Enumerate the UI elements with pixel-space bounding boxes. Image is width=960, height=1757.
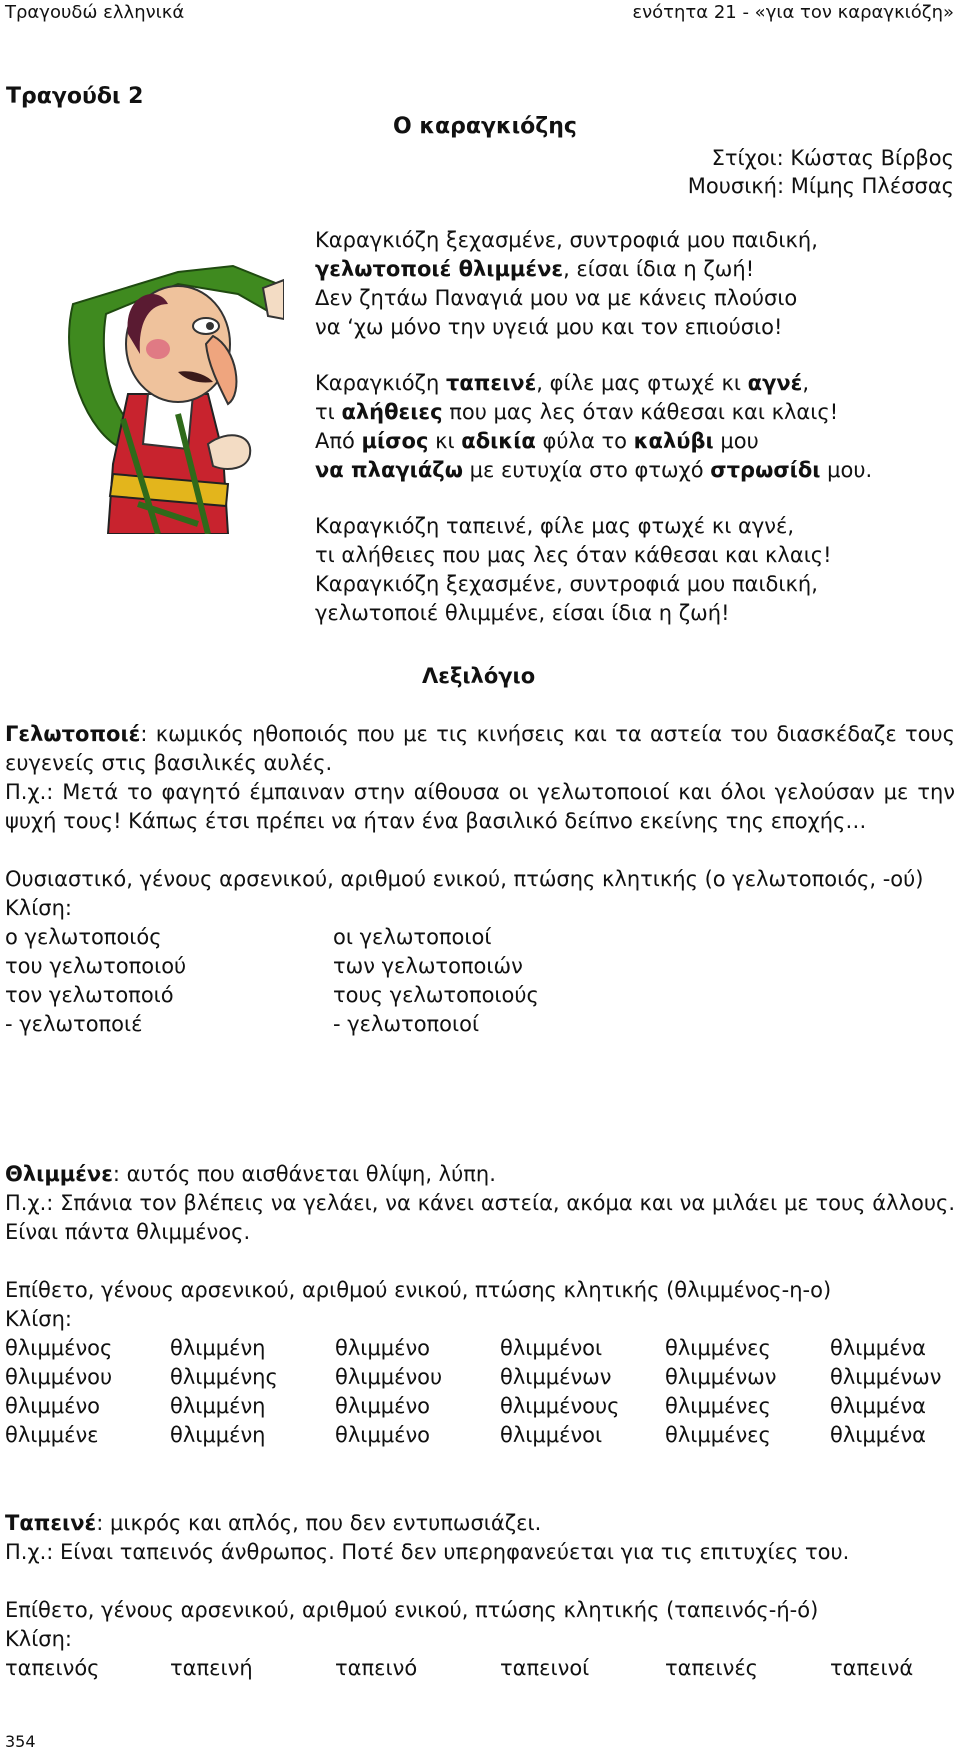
declension-label: Κλίση:: [5, 1307, 72, 1331]
declension-cell: θλιμμένες: [665, 1423, 771, 1447]
song-label: Τραγούδι 2: [6, 84, 144, 109]
declension-cell: θλιμμένα: [830, 1423, 927, 1447]
lyricist: Στίχοι: Κώστας Βίρβος: [711, 146, 954, 170]
declension-cell: θλιμμένων: [665, 1365, 777, 1389]
declension-table: [5, 923, 955, 1039]
declension-cell: ο γελωτοποιός: [5, 925, 162, 949]
vocab-entry-tapeine: [5, 1509, 955, 1683]
vocabulary-title: Λεξιλόγιο: [422, 664, 536, 688]
vocab-highlight: αγνέ: [747, 371, 803, 395]
song-title: Ο καραγκιόζης: [393, 114, 577, 139]
declension-cell: θλιμμένη: [170, 1423, 266, 1447]
stanza-2: [315, 369, 872, 485]
declension-cell: θλιμμένα: [830, 1394, 927, 1418]
declension-cell: θλιμμένων: [500, 1365, 612, 1389]
lyric-line: Καραγκιόζη ξεχασμένε, συντροφιά μου παιδική,: [315, 572, 818, 596]
declension-cell: θλιμμένο: [335, 1336, 431, 1360]
song-lyrics: [315, 226, 872, 655]
header-unit-title: ενότητα 21 - «για τον καραγκιόζη»: [632, 2, 954, 23]
stanza-1: [315, 226, 872, 342]
declension-cell: θλιμμένου: [5, 1365, 113, 1389]
vocab-highlight: γελωτοποιέ θλιμμένε: [315, 257, 564, 281]
vocab-example: Π.χ.: Μετά το φαγητό έμπαιναν στην αίθουσα οι γελωτοποιοί και όλοι γελούσαν με την ψυχή τους! Κάπως έτσι πρέπει να ήταν ένα βασιλικό δείπνο εκείνης της εποχής…: [5, 780, 955, 833]
vocab-highlight: μίσος: [361, 429, 429, 453]
lyric-line: τι αλήθειες που μας λες όταν κάθεσαι και κλαις!: [315, 400, 839, 424]
vocab-highlight: στρωσίδι: [710, 458, 821, 482]
lyric-line: γελωτοποιέ θλιμμένε, είσαι ίδια η ζωή!: [315, 257, 755, 281]
declension-cell: ταπεινοί: [500, 1656, 590, 1680]
lyric-line: να ‘χω μόνο την υγειά μου και τον επιούσιο!: [315, 315, 783, 339]
lyric-line: Δεν ζητάω Παναγιά μου να με κάνεις πλούσιο: [315, 286, 798, 310]
declension-cell: θλιμμένη: [170, 1336, 266, 1360]
stanza-3: [315, 512, 872, 628]
vocab-grammar: Ουσιαστικό, γένους αρσενικού, αριθμού ενικού, πτώσης κλητικής (ο γελωτοποιός, -ού): [5, 867, 924, 891]
declension-cell: θλιμμένο: [335, 1423, 431, 1447]
vocab-entry-thlimmene: [5, 1160, 955, 1450]
declension-cell: θλιμμένη: [170, 1394, 266, 1418]
lyric-line: Καραγκιόζη ταπεινέ, φίλε μας φτωχέ κι αγνέ,: [315, 371, 810, 395]
lyric-line: Από μίσος κι αδικία φύλα το καλύβι μου: [315, 429, 759, 453]
lyric-line: γελωτοποιέ θλιμμένε, είσαι ίδια η ζωή!: [315, 601, 730, 625]
declension-cell: ταπεινά: [830, 1656, 914, 1680]
vocab-definition: Θλιμμένε: αυτός που αισθάνεται θλίψη, λύπη.: [5, 1162, 496, 1186]
vocab-highlight: αλήθειες: [341, 400, 443, 424]
declension-cell: θλιμμένος: [5, 1336, 113, 1360]
lyric-line: τι αλήθειες που μας λες όταν κάθεσαι και κλαις!: [315, 543, 832, 567]
karagiozis-illustration: [28, 244, 284, 534]
declension-cell: θλιμμένους: [500, 1394, 620, 1418]
vocab-grammar: Επίθετο, γένους αρσενικού, αριθμού ενικού, πτώσης κλητικής (ταπεινός-ή-ό): [5, 1598, 819, 1622]
vocab-highlight: να πλαγιάζω: [315, 458, 463, 482]
lyric-line: να πλαγιάζω με ευτυχία στο φτωχό στρωσίδι μου.: [315, 458, 873, 482]
declension-cell: των γελωτοποιών: [333, 954, 523, 978]
declension-cell: θλιμμένοι: [500, 1423, 603, 1447]
declension-cell: θλιμμένοι: [500, 1336, 603, 1360]
vocab-term: Θλιμμένε: [5, 1162, 113, 1186]
page-number: 354: [5, 1732, 36, 1751]
vocab-highlight: αδικία: [461, 429, 536, 453]
declension-cell: - γελωτοποιοί: [333, 1012, 480, 1036]
vocab-term: Ταπεινέ: [5, 1511, 97, 1535]
declension-label: Κλίση:: [5, 1627, 72, 1651]
vocab-definition: Γελωτοποιέ: κωμικός ηθοποιός που με τις κινήσεις και τα αστεία του διασκέδαζε τους ευγενείς στις βασιλικές αυλές.: [5, 722, 955, 775]
declension-cell: θλιμμένες: [665, 1394, 771, 1418]
lyric-line: Καραγκιόζη ξεχασμένε, συντροφιά μου παιδική,: [315, 228, 818, 252]
vocab-term: Γελωτοποιέ: [5, 722, 141, 746]
vocab-definition: Ταπεινέ: μικρός και απλός, που δεν εντυπωσιάζει.: [5, 1511, 542, 1535]
declension-cell: θλιμμένης: [170, 1365, 278, 1389]
declension-cell: τους γελωτοποιούς: [333, 983, 539, 1007]
declension-cell: θλιμμένε: [5, 1423, 99, 1447]
declension-cell: θλιμμένες: [665, 1336, 771, 1360]
declension-cell: οι γελωτοποιοί: [333, 925, 492, 949]
header-book-title: Τραγουδώ ελληνικά: [5, 2, 185, 23]
declension-cell: ταπεινές: [665, 1656, 758, 1680]
vocab-highlight: ταπεινέ: [445, 371, 537, 395]
composer: Μουσική: Μίμης Πλέσσας: [687, 174, 954, 198]
lyric-line: Καραγκιόζη ταπεινέ, φίλε μας φτωχέ κι αγνέ,: [315, 514, 795, 538]
declension-cell: ταπεινός: [5, 1656, 100, 1680]
vocab-example: Π.χ.: Σπάνια τον βλέπεις να γελάει, να κάνει αστεία, ακόμα και να μιλάει με τους άλλους. Είναι πάντα θλιμμένος.: [5, 1191, 955, 1244]
declension-table: [5, 1654, 955, 1683]
vocab-entry-gelotopoie: [5, 720, 955, 1039]
vocab-grammar: Επίθετο, γένους αρσενικού, αριθμού ενικού, πτώσης κλητικής (θλιμμένος-η-ο): [5, 1278, 832, 1302]
declension-cell: ταπεινό: [335, 1656, 418, 1680]
declension-label: Κλίση:: [5, 896, 72, 920]
declension-cell: - γελωτοποιέ: [5, 1012, 143, 1036]
declension-cell: θλιμμένου: [335, 1365, 443, 1389]
declension-cell: θλιμμένο: [335, 1394, 431, 1418]
declension-cell: θλιμμένων: [830, 1365, 942, 1389]
declension-cell: ταπεινή: [170, 1656, 253, 1680]
declension-cell: τον γελωτοποιό: [5, 983, 174, 1007]
declension-cell: θλιμμένο: [5, 1394, 101, 1418]
song-credits: [688, 144, 954, 200]
vocab-example: Π.χ.: Είναι ταπεινός άνθρωπος. Ποτέ δεν υπερηφανεύεται για τις επιτυχίες του.: [5, 1540, 850, 1564]
declension-cell: θλιμμένα: [830, 1336, 927, 1360]
vocab-highlight: καλύβι: [633, 429, 714, 453]
declension-cell: του γελωτοποιού: [5, 954, 187, 978]
declension-table: [5, 1334, 955, 1450]
